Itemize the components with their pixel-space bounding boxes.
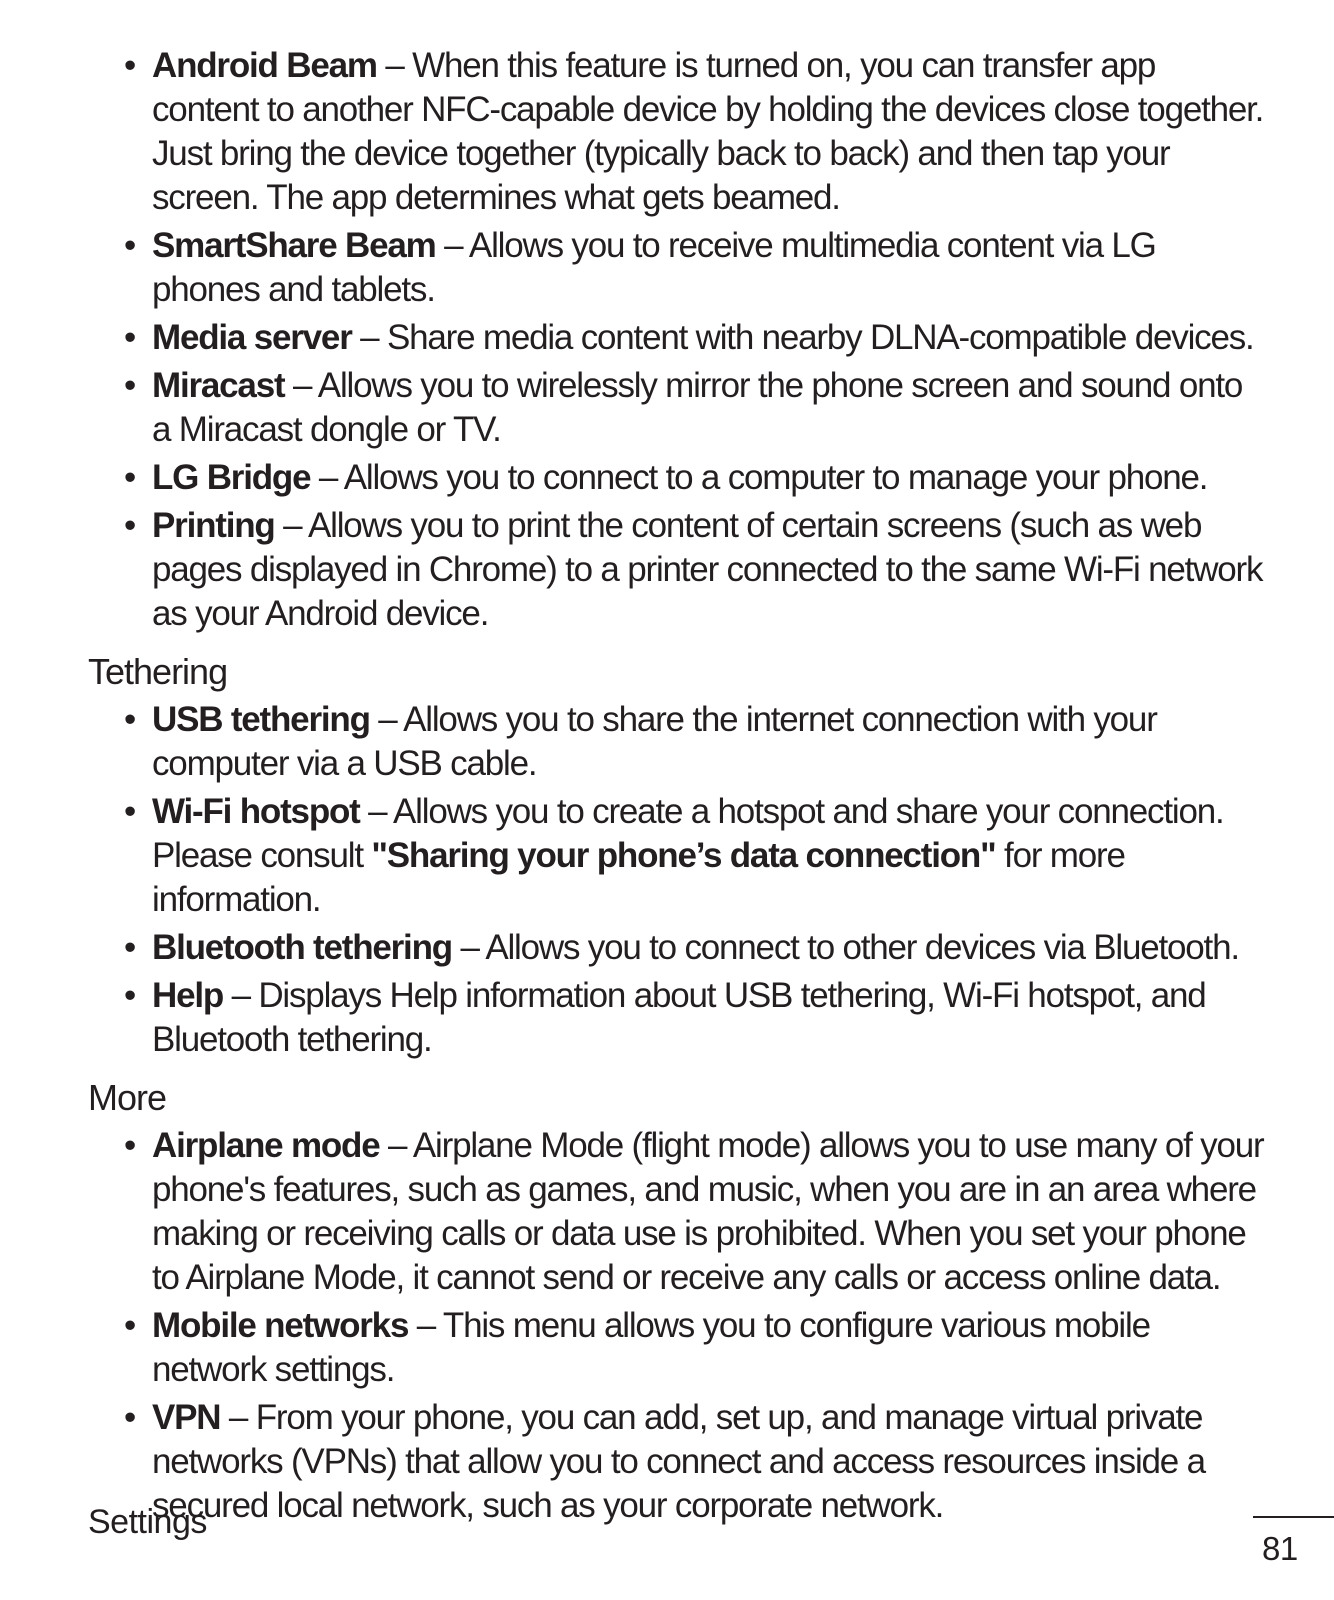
item-description-end: for more information. bbox=[152, 836, 1125, 919]
list-item-vpn bbox=[88, 1396, 1268, 1528]
item-description: – Allows you to receive multimedia content via LG phones and tablets. bbox=[152, 226, 1156, 309]
item-term: Media server bbox=[152, 318, 352, 357]
item-term: Bluetooth tethering bbox=[152, 928, 452, 967]
item-description: – Displays Help information about USB tethering, Wi-Fi hotspot, and Bluetooth tethering. bbox=[152, 976, 1206, 1059]
item-term: Miracast bbox=[152, 366, 285, 405]
item-description: – Allows you to print the content of certain screens (such as web pages displayed in Chrome) to a printer connected to the same Wi-Fi network as your Android device. bbox=[152, 506, 1263, 633]
list-item-mobile-networks bbox=[88, 1304, 1268, 1392]
page-content bbox=[88, 44, 1268, 1532]
page-number-rule bbox=[1253, 1516, 1334, 1518]
item-description: – This menu allows you to configure various mobile network settings. bbox=[152, 1306, 1150, 1389]
bullet: • bbox=[124, 46, 136, 85]
bullet: • bbox=[124, 700, 136, 739]
item-term: Help bbox=[152, 976, 224, 1015]
bullet: • bbox=[124, 928, 136, 967]
list-item-smartshare-beam bbox=[88, 224, 1268, 312]
list-item-android-beam bbox=[88, 44, 1268, 220]
list-item-wifi-hotspot bbox=[88, 790, 1268, 922]
cross-reference-link: "Sharing your phone’s data connection" bbox=[371, 836, 996, 875]
item-description: – Allows you to connect to a computer to manage your phone. bbox=[310, 458, 1208, 497]
bullet: • bbox=[124, 1398, 136, 1437]
section-heading-tethering: Tethering bbox=[88, 651, 228, 692]
list-item-help bbox=[88, 974, 1268, 1062]
bullet: • bbox=[124, 318, 136, 357]
footer-section-title: Settings bbox=[88, 1503, 207, 1541]
list-item-lg-bridge bbox=[88, 456, 1268, 500]
item-description: – Allows you to connect to other devices via Bluetooth. bbox=[451, 928, 1239, 967]
list-item-usb-tethering bbox=[88, 698, 1268, 786]
item-description: – Allows you to share the internet connection with your computer via a USB cable. bbox=[152, 700, 1157, 783]
item-term: VPN bbox=[152, 1398, 221, 1437]
item-term: Printing bbox=[152, 506, 275, 545]
item-description: – Allows you to create a hotspot and share your connection. Please consult bbox=[152, 792, 1224, 875]
bullet: • bbox=[124, 792, 136, 831]
list-item-airplane-mode bbox=[88, 1124, 1268, 1300]
item-term: USB tethering bbox=[152, 700, 370, 739]
item-term: Wi-Fi hotspot bbox=[152, 792, 360, 831]
bullet: • bbox=[124, 458, 136, 497]
list-item-media-server bbox=[88, 316, 1268, 360]
item-description: – From your phone, you can add, set up, and manage virtual private networks (VPNs) that allow you to connect and access resources inside a secured local network, such as your corporate network. bbox=[152, 1398, 1205, 1525]
item-term: Android Beam bbox=[152, 46, 377, 85]
section-heading-more: More bbox=[88, 1077, 167, 1118]
item-description: – Allows you to wirelessly mirror the phone screen and sound onto a Miracast dongle or TV. bbox=[152, 366, 1243, 449]
item-term: Airplane mode bbox=[152, 1126, 380, 1165]
bullet: • bbox=[124, 506, 136, 545]
bullet: • bbox=[124, 976, 136, 1015]
item-term: SmartShare Beam bbox=[152, 226, 436, 265]
page-number: 81 bbox=[1262, 1530, 1298, 1567]
item-term: LG Bridge bbox=[152, 458, 311, 497]
bullet: • bbox=[124, 1126, 136, 1165]
list-item-miracast bbox=[88, 364, 1268, 452]
item-description: – When this feature is turned on, you can transfer app content to another NFC-capable device by holding the devices close together. bbox=[152, 46, 1264, 129]
list-item-printing bbox=[88, 504, 1268, 636]
bullet: • bbox=[124, 1306, 136, 1345]
item-description: – Airplane Mode (flight mode) allows you to use many of your phone's features, such as games, and music, when you are in an area where making or receiving calls or data use is prohibited. When you set your phone to Airplane Mode, it cannot send or receive any calls or access online data. bbox=[152, 1126, 1264, 1297]
item-description: – Share media content with nearby DLNA-compatible devices. bbox=[351, 318, 1254, 357]
bullet: • bbox=[124, 366, 136, 405]
item-description-continued: Just bring the device together (typically back to back) and then tap your screen. The app determines what gets beamed. bbox=[152, 134, 1170, 217]
list-item-bluetooth-tethering bbox=[88, 926, 1268, 970]
bullet: • bbox=[124, 226, 136, 265]
item-term: Mobile networks bbox=[152, 1306, 409, 1345]
